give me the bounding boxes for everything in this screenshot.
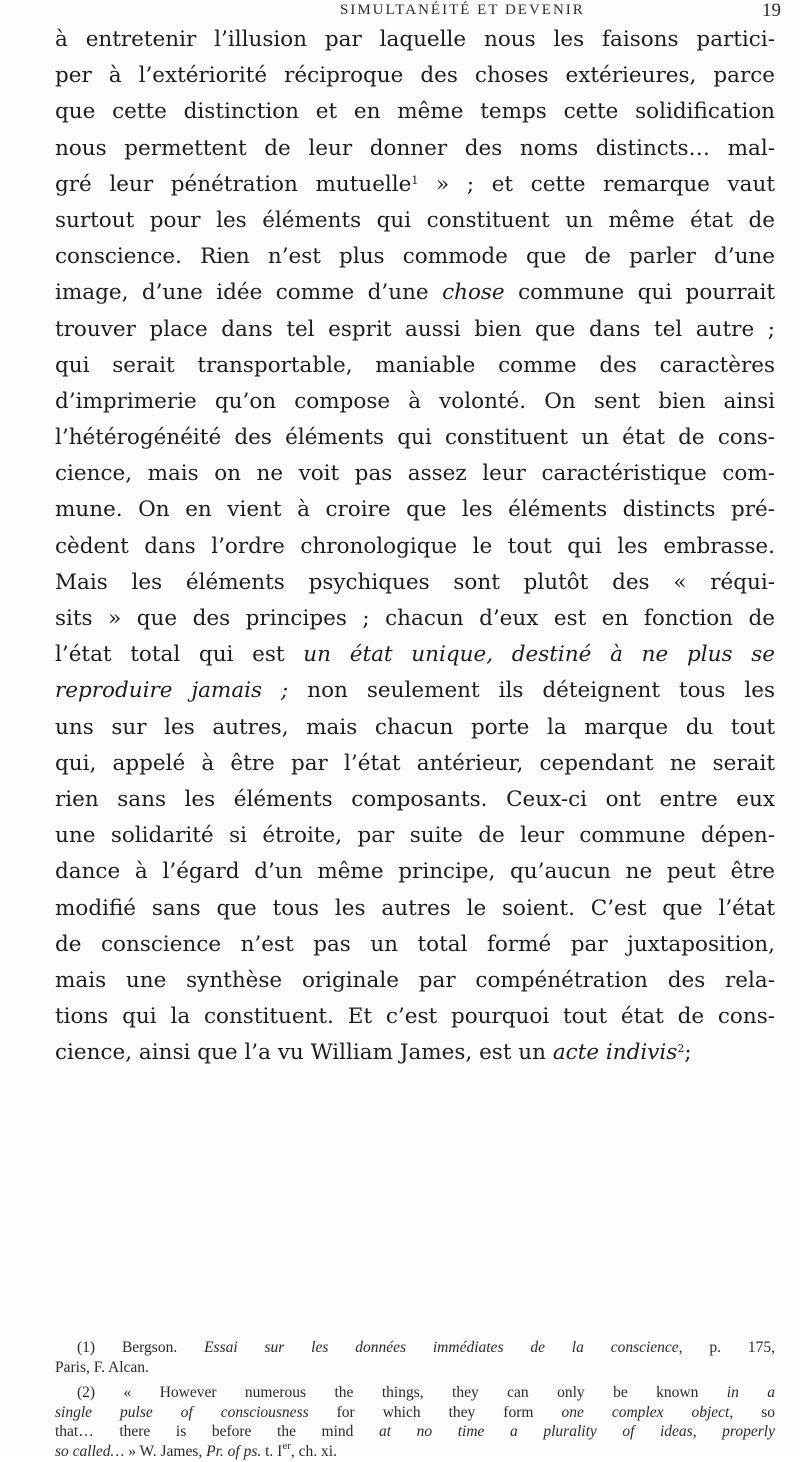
page-number: 19: [762, 0, 781, 21]
text-line: mais une synthèse originale par compénétration des rela-: [55, 967, 775, 993]
text-line: tions qui la constituent. Et c’est pourquoi tout état de cons-: [55, 1004, 775, 1030]
text-line: qui serait transportable, maniable comme des caractères: [55, 352, 775, 378]
text-line: gré leur pénétration mutuelle$^1$ » ; et cette remarque vaut: [55, 171, 775, 197]
footnote-2: (2) « However numerous the things, they can only be known in a: [77, 1384, 776, 1402]
text-line: uns sur les autres, mais chacun porte la marque du tout: [55, 714, 775, 740]
text-line: rien sans les éléments composants. Ceux-ci ont entre eux: [55, 786, 775, 812]
text-line: de conscience n’est pas un total formé par juxtaposition,: [55, 931, 775, 957]
text-line: l’état total qui est un état unique, destiné à ne plus se: [55, 642, 775, 668]
text-line: per à l’extériorité réciproque des choses extérieures, parce: [55, 63, 775, 89]
running-head: SIMULTANÉITÉ ET DEVENIR: [340, 2, 585, 18]
text-line: sits » que des principes ; chacun d’eux est en fonction de: [55, 606, 775, 631]
footnote-1: (1) Bergson. Essai sur les données immédiates de la conscience, p. 175,: [77, 1339, 776, 1356]
text-line: reproduire jamais ; non seulement ils déteignent tous les: [55, 678, 775, 704]
footnote-1-cont: Paris, F. Alcan.: [55, 1358, 149, 1376]
text-line: dance à l’égard d’un même principe, qu’aucun ne peut être: [55, 859, 775, 885]
italic-phrase: reproduire jamais ;: [55, 678, 289, 704]
text-line: nous permettent de leur donner des noms distincts… mal-: [55, 135, 775, 161]
text-line: image, d’une idée comme d’une chose commune qui pourrait: [55, 280, 775, 306]
footnote-ref: 1: [411, 173, 419, 187]
italic-phrase: un état unique, destiné à ne plus se: [303, 642, 775, 668]
footnote-2-cont: single pulse of consciousness for which they form one complex object, so: [55, 1403, 776, 1421]
text-line: d’imprimerie qu’on compose à volonté. On sent bien ainsi: [55, 388, 775, 414]
text-line: trouver place dans tel esprit aussi bien que dans tel autre ;: [55, 316, 775, 342]
text-line: modifié sans que tous les autres le soient. C’est que l’état: [55, 895, 775, 921]
text-line: l’hétérogénéité des éléments qui constituent un état de cons-: [55, 425, 775, 451]
text-line: cience, ainsi que l’a vu William James, est un acte indivis$^2$;: [55, 1040, 692, 1066]
italic-phrase: acte indivis: [552, 1040, 678, 1066]
text-line: mune. On en vient à croire que les éléments distincts pré-: [55, 497, 775, 523]
text-line: une solidarité si étroite, par suite de leur commune dépen-: [55, 823, 775, 849]
footnote-ref: 2: [677, 1042, 685, 1056]
text-line: à entretenir l’illusion par laquelle nous les faisons partici-: [55, 27, 775, 52]
body-text: [55, 22, 775, 1071]
footnote-2-cont: so called… » W. James, Pr. of ps. t. Ier, ch. xi.: [55, 1439, 337, 1460]
text-line: que cette distinction et en même temps cette solidification: [55, 99, 775, 125]
text-line: conscience. Rien n’est plus commode que de parler d’une: [55, 244, 775, 270]
text-line: cèdent dans l’ordre chronologique le tout qui les embrasse.: [55, 533, 775, 559]
footnotes: [55, 1338, 775, 1462]
text-line: cience, mais on ne voit pas assez leur caractéristique com-: [55, 461, 775, 487]
text-line: qui, appelé à être par l’état antérieur, cependant ne serait: [55, 750, 775, 776]
italic-word: chose: [442, 280, 505, 306]
footnote-2-cont: that… there is before the mind at no time a plurality of ideas, properly: [55, 1423, 775, 1441]
text-line: Mais les éléments psychiques sont plutôt des « réqui-: [55, 569, 775, 595]
text-line: surtout pour les éléments qui constituent un même état de: [55, 207, 775, 233]
